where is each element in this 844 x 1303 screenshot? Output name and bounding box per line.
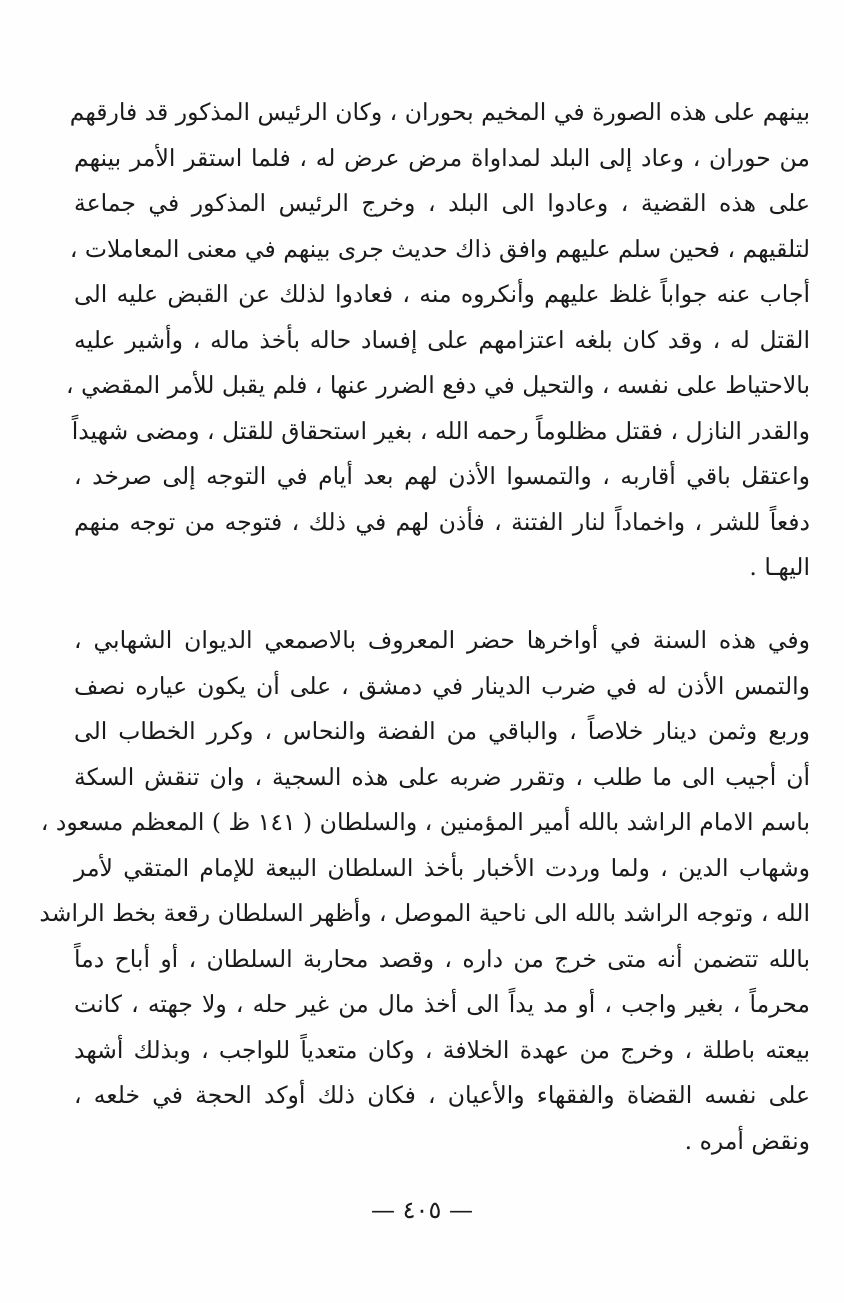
text-line: من حوران ، وعاد إلى البلد لمداواة مرض عرض له ، فلما استقر الأمر بينهم [74, 143, 810, 172]
text-line: الله ، وتوجه الراشد بالله الى ناحية الموصل ، وأظهر السلطان رقعة بخط الراشد [39, 899, 810, 927]
text-line: محرماً ، بغير واجب ، أو مد يداً الى أخذ مال من غير حله ، ولا جهته ، كانت [74, 990, 810, 1018]
text-line: باسم الامام الراشد بالله أمير المؤمنين ، والسلطان ( ١٤١ ظ ) المعظم مسعود ، [40, 808, 810, 836]
text-line: أجاب عنه جواباً غلظ عليهم وأنكروه منه ، فعادوا لذلك عن القبض عليه الى [74, 280, 810, 308]
text-line: وفي هذه السنة في أواخرها حضر المعروف بالاصمعي الديوان الشهابي ، [74, 626, 810, 654]
text-line: والتمس الأذن له في ضرب الدينار في دمشق ، على أن يكون عياره نصف [74, 671, 810, 700]
text-line: وشهاب الدين ، ولما وردت الأخبار بأخذ السلطان البيعة للإمام المتقي لأمر [74, 853, 810, 882]
text-line: بالاحتياط على نفسه ، والتحيل في دفع الضرر عنها ، فلم يقبل للأمر المقضي ، [66, 371, 810, 399]
text-line: لتلقيهم ، فحين سلم عليهم وافق ذاك حديث جرى بينهم في معنى المعاملات ، [69, 234, 810, 263]
text-line: بيعته باطلة ، وخرج من عهدة الخلافة ، وكان متعدياً للواجب ، وبذلك أشهد [74, 1035, 810, 1064]
text-line: بالله تتضمن أنه متى خرج من داره ، وقصد محاربة السلطان ، أو أباح دماً [74, 944, 810, 973]
page-number: — ٤٠٥ — [371, 1196, 473, 1224]
text-line: دفعاً للشر ، واخماداً لنار الفتنة ، فأذن لهم في ذلك ، فتوجه من توجه منهم [74, 507, 810, 536]
text-line: اليهـا . [749, 553, 810, 581]
text-line: القتل له ، وقد كان بلغه اعتزامهم على إفساد حاله بأخذ ماله ، وأشير عليه [74, 325, 810, 354]
text-line: أن أجيب الى ما طلب ، وتقرر ضربه على هذه السجية ، وان تنقش السكة [74, 762, 810, 791]
text-line: على نفسه القضاة والفقهاء والأعيان ، فكان ذلك أوكد الحجة في خلعه ، [74, 1081, 810, 1109]
text-line: واعتقل باقي أقاربه ، والتمسوا الأذن لهم بعد أيام في التوجه إلى صرخد ، [74, 462, 810, 490]
text-line: على هذه القضية ، وعادوا الى البلد ، وخرج الرئيس المذكور في جماعة [74, 189, 810, 217]
paragraph-1 [66, 90, 810, 591]
text-line: وربع وثمن دينار خلاصاً ، والباقي من الفضة والنحاس ، وكرر الخطاب الى [74, 717, 810, 745]
text-line: ونقض أمره . [684, 1126, 810, 1155]
text-line: والقدر النازل ، فقتل مظلوماً رحمه الله ، بغير استحقاق للقتل ، ومضى شهيداً [71, 416, 810, 445]
paragraph-2 [39, 618, 810, 1164]
text-line: بينهم على هذه الصورة في المخيم بحوران ، وكان الرئيس المذكور قد فارقهم [69, 98, 810, 126]
